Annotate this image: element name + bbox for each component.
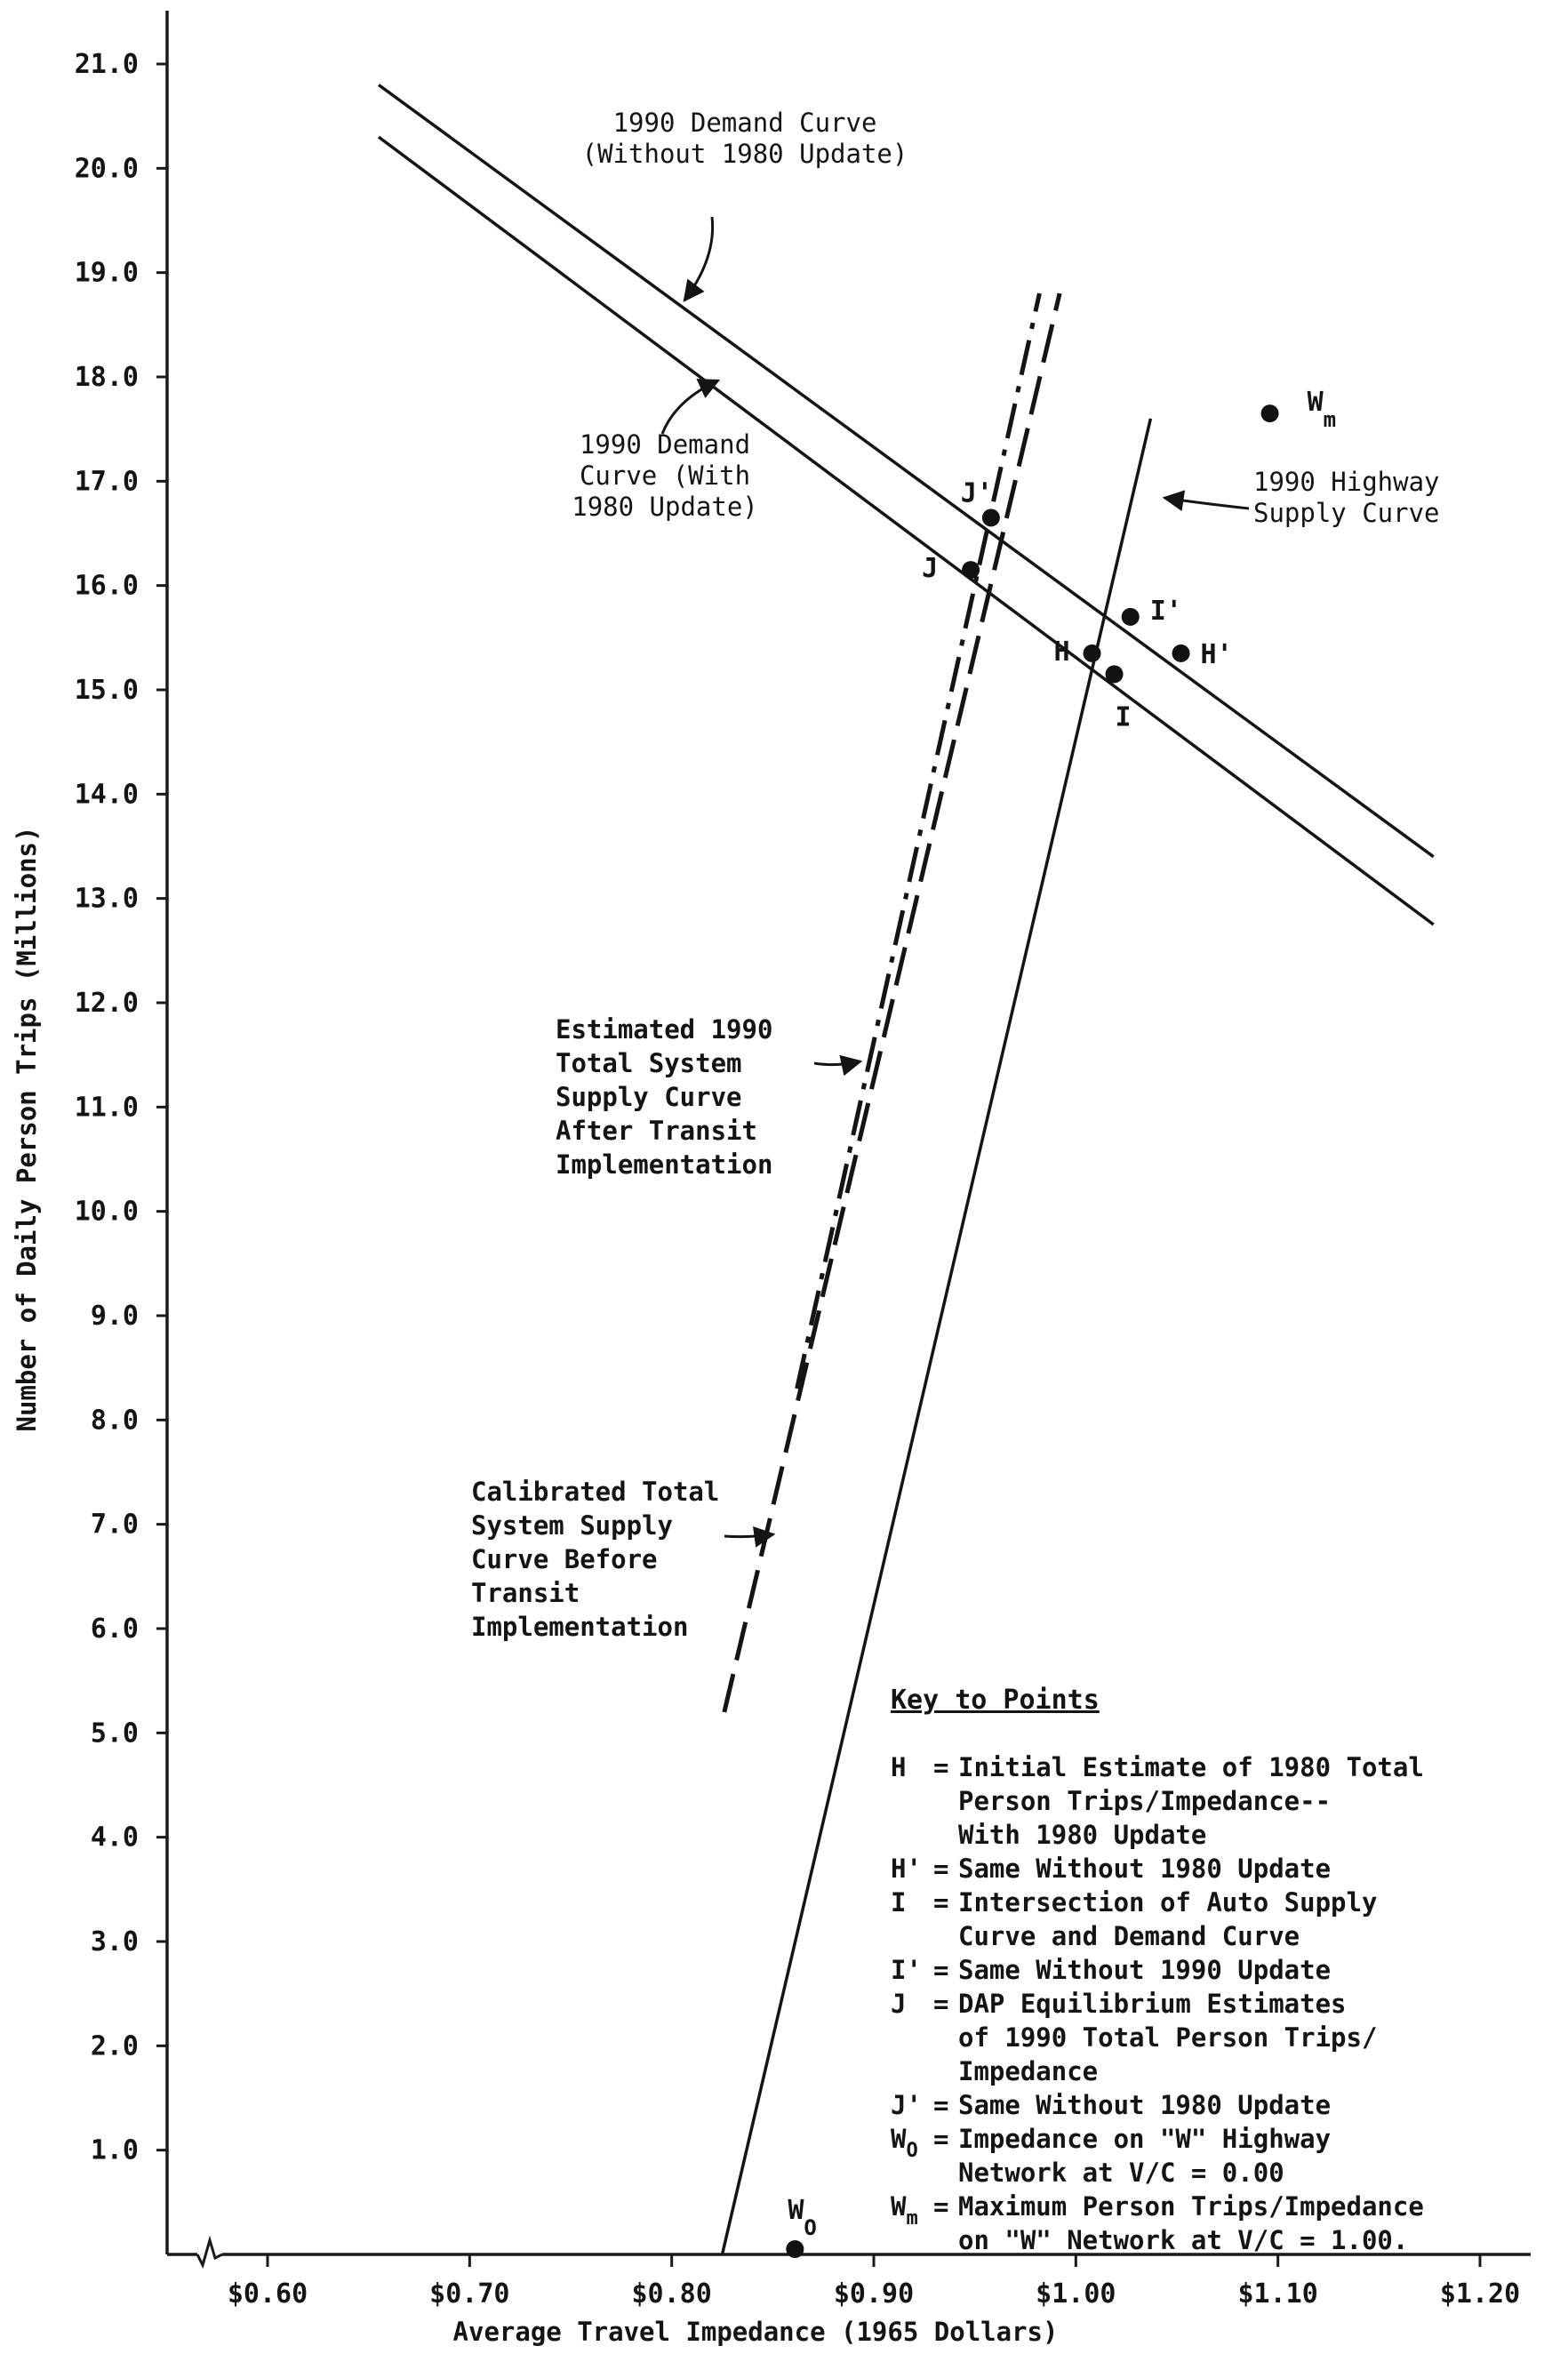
key-symbol-base: W	[891, 2124, 907, 2154]
key-entry-text	[958, 1887, 1377, 1951]
key-entry-text-line: Same Without 1980 Update	[958, 1854, 1332, 1884]
annotation-demand-with-update-line: 1980 Update)	[572, 492, 758, 522]
key-entry-text-line: With 1980 Update	[958, 1820, 1207, 1850]
y-tick-label: 16.0	[74, 570, 139, 602]
key-entry-text-line: Intersection of Auto Supply	[958, 1887, 1378, 1918]
y-tick-label: 8.0	[90, 1405, 139, 1437]
annotation-demand-with-update-line: 1990 Demand	[579, 429, 751, 460]
x-tick-label: $0.90	[833, 2278, 915, 2310]
key-entry-eq: =	[933, 1854, 949, 1884]
key-entry-symbol	[891, 1989, 906, 2019]
point-w-o-label-base: W	[788, 2195, 804, 2226]
arrow-highway-supply	[1164, 498, 1249, 508]
key-entry-eq: =	[933, 2191, 949, 2222]
annotation-supply-before-transit-line: Implementation	[471, 1612, 689, 1642]
y-ticks	[75, 49, 167, 2166]
key-symbol-base: W	[891, 2191, 907, 2222]
key-symbol-base: J'	[891, 2090, 922, 2120]
key-symbol-base: I	[891, 1887, 907, 1918]
x-ticks	[228, 2254, 1520, 2310]
key-entry-text-line: of 1990 Total Person Trips/	[958, 2022, 1378, 2053]
y-tick-label: 20.0	[74, 153, 139, 185]
key-entry-text-line: Impedance on "W" Highway	[958, 2124, 1332, 2154]
key-entry-eq: =	[933, 1887, 949, 1918]
y-tick-label: 4.0	[90, 1822, 139, 1854]
key-symbol-base: J	[891, 1989, 907, 2019]
annotation-demand-with-update	[572, 429, 758, 522]
key-entry-eq: =	[933, 1752, 949, 1782]
x-tick-label: $1.20	[1439, 2278, 1521, 2310]
key-entry-symbol	[891, 1887, 906, 1918]
point-h-prime-label: H'	[1200, 638, 1233, 670]
key-entry-eq: =	[933, 1955, 949, 1985]
annotation-supply-before-transit-line: System Supply	[471, 1510, 673, 1541]
x-tick-label: $0.60	[227, 2278, 308, 2310]
key-entry-eq: =	[933, 2124, 949, 2154]
arrow-demand-with-update	[662, 380, 718, 434]
y-tick-label: 19.0	[74, 257, 139, 289]
point-i-label: I	[1115, 701, 1132, 733]
point-w-o-label-sub: O	[804, 2215, 817, 2240]
key-symbol-sub: O	[906, 2140, 918, 2162]
total-supply-before-transit-line	[724, 293, 1060, 1712]
annotation-demand-without-update-line: 1990 Demand Curve	[612, 108, 877, 138]
point-w-m-label	[1308, 387, 1337, 432]
point-h-prime-dot	[1172, 645, 1190, 662]
annotation-supply-after-transit-line: Estimated 1990	[556, 1014, 773, 1045]
key-entry-text	[958, 2124, 1331, 2188]
key-entry-symbol	[891, 2124, 918, 2162]
key-entry-text	[958, 2090, 1331, 2120]
key-entry-text	[958, 1752, 1424, 1850]
point-j-dot	[962, 561, 980, 579]
key-entry-text	[958, 1955, 1331, 1985]
annotation-demand-without-update-line: (Without 1980 Update)	[581, 139, 908, 169]
key-entry-symbol	[891, 1955, 922, 1985]
point-h-dot	[1084, 645, 1101, 662]
key-symbol-base: H'	[891, 1854, 922, 1884]
point-h-label: H	[1053, 636, 1070, 668]
key-entry-text-line: Network at V/C = 0.00	[958, 2158, 1284, 2188]
point-i-dot	[1106, 665, 1124, 683]
x-axis-title: Average Travel Impedance (1965 Dollars)	[452, 2317, 1059, 2347]
point-j-label: J	[922, 553, 939, 585]
y-tick-label: 18.0	[74, 362, 139, 393]
y-tick-label: 3.0	[90, 1926, 139, 1958]
y-tick-label: 1.0	[90, 2134, 139, 2166]
axes	[167, 11, 1531, 2265]
y-tick-label: 11.0	[74, 1092, 139, 1124]
key-entry-symbol	[891, 1752, 906, 1782]
y-tick-label: 15.0	[74, 675, 139, 706]
y-tick-label: 14.0	[74, 779, 139, 811]
y-tick-label: 21.0	[74, 49, 139, 80]
annotation-highway-supply-line: 1990 Highway	[1253, 467, 1440, 497]
annotation-supply-before-transit-line: Transit	[471, 1578, 580, 1608]
arrow-demand-without-update	[684, 217, 713, 300]
key-title: Key to Points	[891, 1685, 1100, 1716]
point-i-prime-label: I'	[1149, 595, 1182, 627]
point-w-m-label-sub: m	[1323, 407, 1337, 433]
total-supply-after-transit-line	[797, 293, 1040, 1389]
annotation-demand-without-update	[582, 108, 908, 169]
point-w-m-label-base: W	[1307, 387, 1324, 419]
key-entry-text	[958, 1854, 1331, 1884]
point-j-prime-dot	[982, 508, 1000, 526]
point-j-prime-label: J'	[960, 477, 993, 509]
annotation-highway-supply-line: Supply Curve	[1253, 498, 1440, 528]
y-axis-title: Number of Daily Person Trips (Millions)	[12, 826, 42, 1432]
x-tick-label: $0.80	[631, 2278, 712, 2310]
key-entry-symbol	[891, 2090, 922, 2120]
key-symbol-sub: m	[906, 2207, 918, 2230]
point-w-o-label	[788, 2195, 817, 2240]
y-tick-label: 7.0	[90, 1509, 139, 1541]
annotation-supply-after-transit-line: Implementation	[556, 1149, 773, 1180]
point-w-m-dot	[1261, 404, 1279, 422]
key-entry-text-line: Initial Estimate of 1980 Total	[958, 1752, 1424, 1782]
x-axis-break-mark	[197, 2240, 222, 2265]
key-symbol-base: H	[891, 1752, 907, 1782]
y-tick-label: 2.0	[90, 2030, 139, 2062]
y-tick-label: 6.0	[90, 1613, 139, 1645]
annotation-supply-before-transit-line: Curve Before	[471, 1544, 658, 1574]
annotation-supply-before-transit-line: Calibrated Total	[471, 1477, 720, 1507]
key-entry-text-line: Maximum Person Trips/Impedance	[958, 2191, 1424, 2222]
annotation-demand-with-update-line: Curve (With	[579, 460, 751, 491]
arrow-supply-after-transit	[814, 1061, 860, 1065]
annotation-supply-after-transit-line: Supply Curve	[556, 1082, 742, 1112]
annotation-supply-after-transit-line: After Transit	[556, 1116, 757, 1146]
x-tick-label: $1.10	[1237, 2278, 1318, 2310]
key-entry-text-line: Impedance	[958, 2056, 1099, 2086]
annotation-supply-before-transit	[471, 1477, 719, 1642]
y-tick-label: 5.0	[90, 1717, 139, 1749]
y-tick-label: 9.0	[90, 1301, 139, 1332]
key-entry-text-line: DAP Equilibrium Estimates	[958, 1989, 1347, 2019]
key-entry-text-line: on "W" Network at V/C = 1.00.	[958, 2225, 1409, 2255]
key-entry-text-line: Person Trips/Impedance--	[958, 1786, 1332, 1816]
key-entry-text	[958, 2191, 1424, 2255]
key-entry-text-line: Same Without 1980 Update	[958, 2090, 1332, 2120]
y-tick-label: 10.0	[74, 1196, 139, 1228]
arrow-supply-before-transit	[724, 1534, 773, 1537]
point-w-o-dot	[786, 2240, 804, 2258]
annotation-supply-after-transit	[556, 1014, 772, 1180]
demand-curve-with-update-line	[379, 137, 1434, 925]
y-tick-label: 12.0	[74, 988, 139, 1019]
annotation-supply-after-transit-line: Total System	[556, 1048, 742, 1078]
key-entry-eq: =	[933, 1989, 949, 2019]
key-entry-text-line: Curve and Demand Curve	[958, 1921, 1300, 1951]
point-i-prime-dot	[1122, 608, 1140, 626]
y-tick-label: 13.0	[74, 883, 139, 915]
annotation-highway-supply	[1253, 467, 1440, 528]
key-entry-eq: =	[933, 2090, 949, 2120]
key-entry-text	[958, 1989, 1377, 2086]
key-to-points	[891, 1685, 1424, 2255]
y-tick-label: 17.0	[74, 466, 139, 498]
key-entry-text-line: Same Without 1990 Update	[958, 1955, 1332, 1985]
key-entry-symbol	[891, 2191, 918, 2230]
x-tick-label: $0.70	[429, 2278, 510, 2310]
annotations	[471, 108, 1440, 1642]
key-entry-symbol	[891, 1854, 922, 1884]
key-symbol-base: I'	[891, 1955, 922, 1985]
x-tick-label: $1.00	[1036, 2278, 1116, 2310]
